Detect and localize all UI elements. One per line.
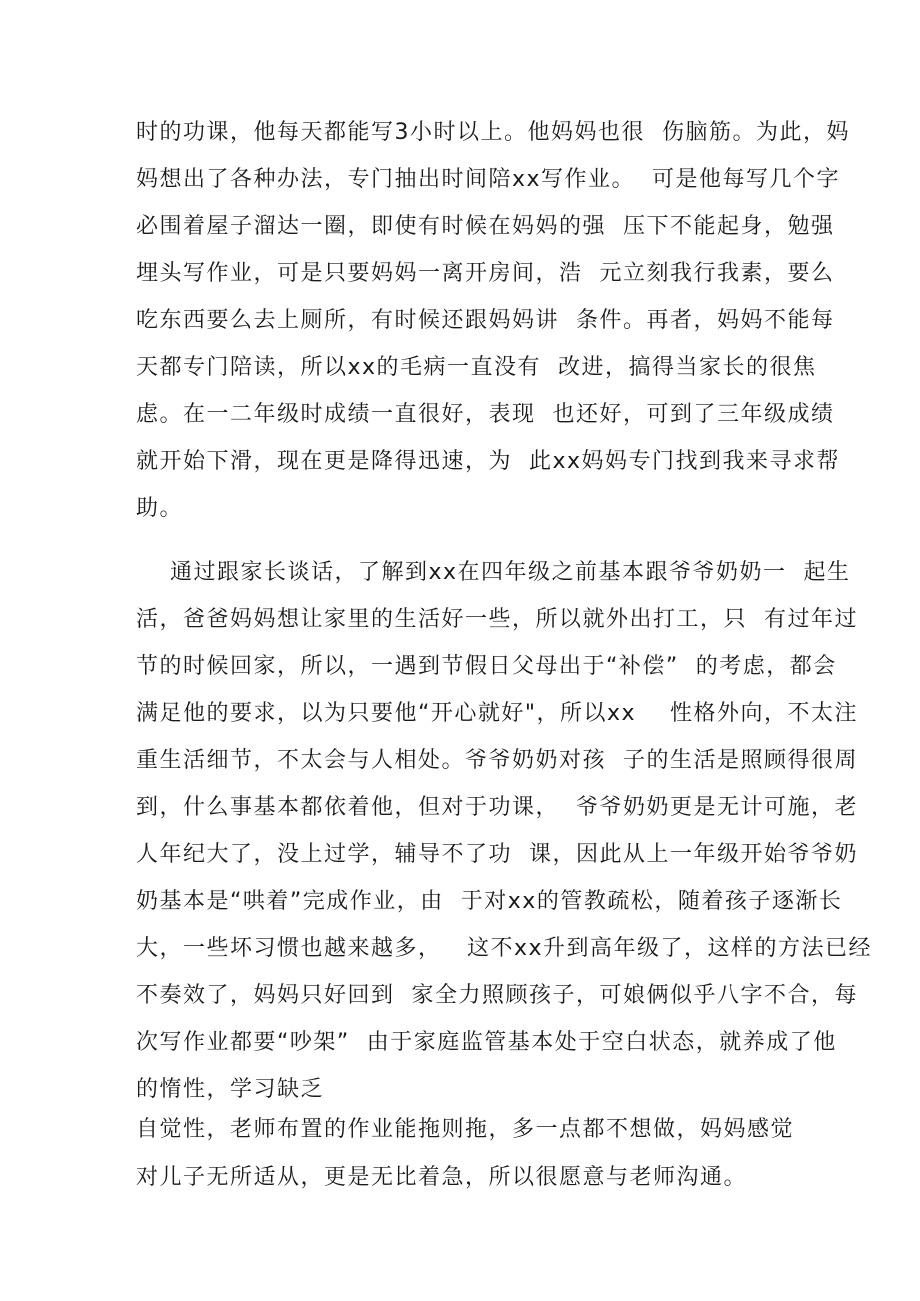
paragraph-2-line-6: 到，什么事基本都依着他，但对于功课， 爷爷奶奶更是无计可施，老 <box>136 795 858 820</box>
paragraph-2-line-8: 奶基本是“哄着”完成作业，由 于对xx的管教疏松，随着孩子逐渐长 <box>136 889 843 914</box>
paragraph-2-line-4: 满足他的要求，以为只要他“开心就好"，所以xx 性格外向，不太注 <box>136 701 859 726</box>
paragraph-1-line-6: 天都专门陪读，所以xx的毛病一直没有 改进，搞得当家长的很焦 <box>136 355 817 380</box>
paragraph-2-line-14: 对儿子无所适从，更是无比着急，所以很愿意与老师沟通。 <box>136 1165 748 1190</box>
paragraph-1-line-5: 吃东西要么去上厕所，有时候还跟妈妈讲 条件。再者，妈妈不能每 <box>136 308 835 333</box>
paragraph-2-line-3: 节的时候回家，所以，一遇到节假日父母出于“补偿” 的考虑，都会 <box>136 654 837 679</box>
paragraph-2-line-11: 次写作业都要“吵架” 由于家庭监管基本处于空白状态，就养成了他 <box>136 1030 837 1055</box>
paragraph-1-line-9: 助。 <box>136 496 184 521</box>
paragraph-2-line-12: 的惰性，学习缺乏 <box>136 1077 325 1102</box>
paragraph-1-line-4: 埋头写作业，可是只要妈妈一离开房间，浩 元立刻我行我素，要么 <box>136 261 835 286</box>
paragraph-2-line-10: 不奏效了，妈妈只好回到 家全力照顾孩子，可娘俩似乎八字不合，每 <box>136 983 858 1008</box>
paragraph-2-line-7: 人年纪大了，没上过学，辅导不了功 课，因此从上一年级开始爷爷奶 <box>136 842 858 867</box>
paragraph-1-line-2: 妈想出了各种办法，专门抽出时间陪xx写作业。 可是他每写几个字 <box>136 167 841 192</box>
paragraph-2-line-9: 大，一些坏习惯也越来越多， 这不xx升到高年级了，这样的方法已经 <box>136 936 873 961</box>
paragraph-1-line-1: 时的功课，他每天都能写3小时以上。他妈妈也很 伤脑筋。为此，妈 <box>136 120 850 145</box>
paragraph-1-line-7: 虑。在一二年级时成绩一直很好，表现 也还好，可到了三年级成绩 <box>136 402 835 427</box>
paragraph-2-line-5: 重生活细节，不太会与人相处。爷爷奶奶对孩 子的生活是照顾得很周 <box>136 748 858 773</box>
paragraph-2-line-13: 自觉性，老师布置的作业能拖则拖，多一点都不想做，妈妈感觉 <box>136 1117 795 1142</box>
paragraph-2-line-2: 活，爸爸妈妈想让家里的生活好一些，所以就外出打工，只 有过年过 <box>136 607 858 632</box>
paragraph-1-line-3: 必围着屋子溜达一圈，即使有时候在妈妈的强 压下不能起身，勉强 <box>136 214 835 239</box>
paragraph-1-line-8: 就开始下滑，现在更是降得迅速，为 此xx妈妈专门找到我来寻求帮 <box>136 449 841 474</box>
paragraph-2-line-1: 通过跟家长谈话，了解到xx在四年级之前基本跟爷爷奶奶一 起生 <box>136 560 851 585</box>
